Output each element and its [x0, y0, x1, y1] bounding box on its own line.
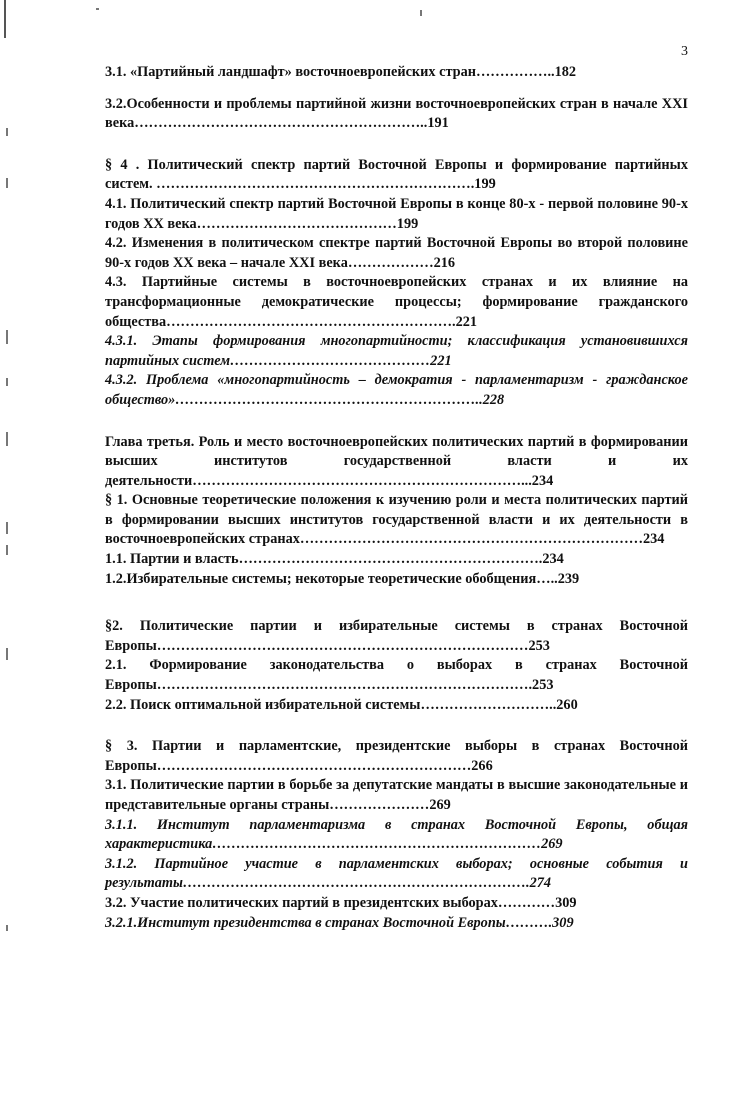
table-of-contents: [105, 63, 688, 933]
scan-speck: [420, 10, 422, 16]
scan-mark: [4, 0, 6, 38]
scan-speck: [6, 925, 8, 931]
scan-speck: [96, 8, 99, 10]
toc-entry: 3.1. «Партийный ландшафт» восточноевропейских стран……………..182: [105, 64, 577, 80]
toc-entry: 3.1.2. Партийное участие в парламентских выборах; основные события и результаты……………………………………………………………….274: [105, 855, 688, 892]
toc-entry: 1.2.Избирательные системы; некоторые теоретические обобщения…..239: [105, 570, 580, 587]
scan-speck: [6, 545, 8, 555]
toc-entry: 1.1. Партии и власть……………………………………………………….234: [105, 551, 564, 568]
toc-entry: 3.1. Политические партии в борьбе за депутатские мандаты в высшие законодательные и представительные органы страны…………………269: [105, 777, 688, 813]
scan-speck: [6, 330, 8, 344]
toc-entry: 3.1.1. Институт парламентаризма в странах Восточной Европы, общая характеристика……………………………………………………………269: [105, 816, 688, 853]
scan-speck: [6, 128, 8, 136]
scan-speck: [6, 378, 8, 386]
toc-entry: 4.1. Политический спектр партий Восточной Европы в конце 80-х - первой половине 90-х годов XX века……………………………………199: [105, 195, 688, 232]
toc-entry: § 3. Партии и парламентские, президентские выборы в странах Восточной Европы…………………………………………………………266: [105, 738, 688, 774]
toc-entry: § 1. Основные теоретические положения к изучению роли и места политических партий в формировании высших институтов государственной власти и их деятельности в восточноевропейских странах………………………………………………………………234: [105, 492, 688, 548]
toc-entry: 3.2.1.Институт президентства в странах Восточной Европы……….309: [105, 914, 574, 931]
toc-entry: 4.3.2. Проблема «многопартийность – демократия - парламентаризм - гражданское общество»………………………………………………………..228: [105, 372, 688, 408]
toc-entry: 4.3.1. Этапы формирования многопартийности; классификация установившихся партийных систем……………………………………221: [105, 333, 688, 369]
scan-speck: [6, 432, 8, 446]
toc-entry: 3.2. Участие политических партий в президентских выборах…………309: [105, 894, 577, 911]
toc-entry: § 4 . Политический спектр партий Восточной Европы и формирование партийных систем. ………………………………………………………….199: [105, 156, 688, 193]
scan-speck: [6, 648, 8, 660]
toc-entry: 4.2. Изменения в политическом спектре партий Восточной Европы во второй половине 90-х годов XX века – начале XXI века………………216: [105, 235, 688, 271]
toc-chapter-entry: Глава третья. Роль и место восточноевропейских политических партий в формировании высших институтов государственной власти и их деятельности……………………………………………………………...234: [105, 433, 688, 489]
toc-entry: §2. Политические партии и избирательные системы в странах Восточной Европы……………………………………………………………………253: [105, 618, 688, 654]
page-number: 3: [681, 44, 688, 59]
toc-entry: 2.1. Формирование законодательства о выборах в странах Восточной Европы…………………………………………………………………….253: [105, 657, 688, 694]
scan-speck: [6, 522, 8, 534]
toc-entry: 3.2.Особенности и проблемы партийной жизни восточноевропейских стран в начале XXI века……………………………………………………..191: [105, 95, 688, 132]
scan-speck: [6, 178, 8, 188]
toc-entry: 4.3. Партийные системы в восточноевропейских странах и их влияние на трансформационные демократические процессы; формирование гражданского общества…………………………………………………….221: [105, 274, 688, 330]
toc-entry: 2.2. Поиск оптимальной избирательной системы………………………..260: [105, 696, 578, 713]
